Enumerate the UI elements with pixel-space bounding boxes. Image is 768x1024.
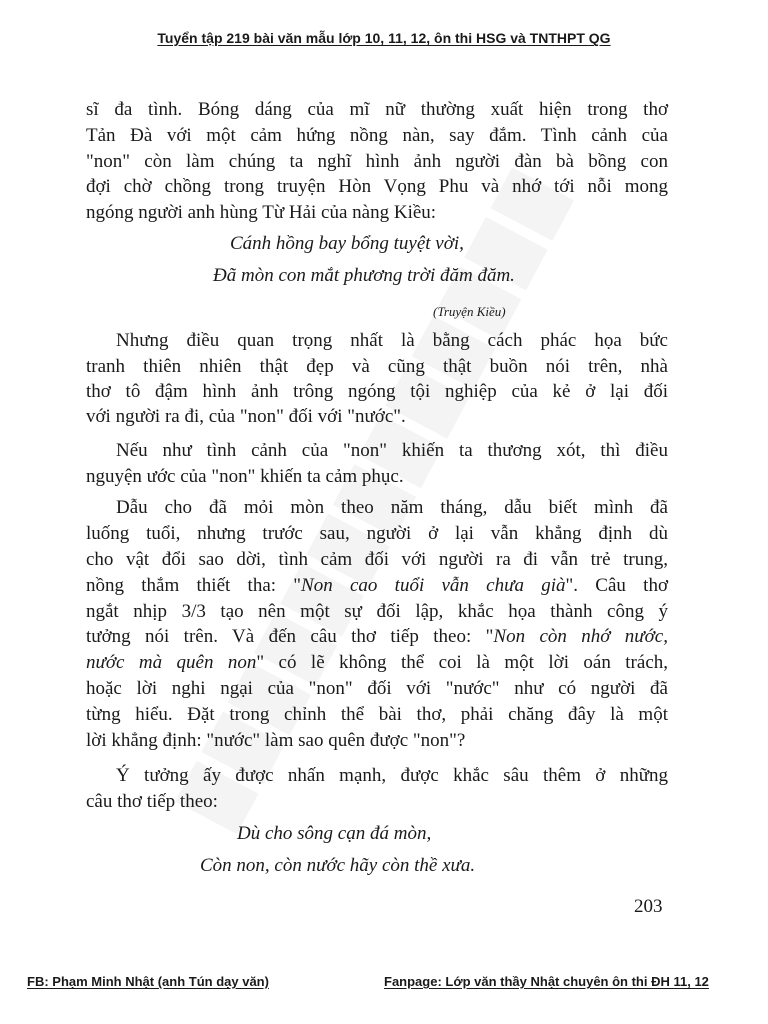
text-segment: ngắt nhịp 3/3 tạo nên một sự đối lập, khắc họa thành công ý — [86, 601, 668, 622]
text-line — [116, 329, 668, 353]
footer-left — [27, 974, 269, 989]
text-segment: ngóng người anh hùng Từ Hải của nàng Kiều: — [86, 202, 437, 223]
page-number: 203 — [634, 896, 663, 917]
text-line — [86, 175, 668, 199]
text-segment: luống tuổi, nhưng trước sau, người ở lại vẫn khẳng định dù — [86, 523, 668, 544]
footer-right — [384, 974, 709, 989]
text-segment: " có lẽ không thể coi là một lời oán trách, — [256, 652, 668, 673]
text-line — [116, 496, 668, 520]
text-segment: với người ra đi, của "non" đối với "nước". — [86, 406, 406, 427]
text-segment: sĩ đa tình. Bóng dáng của mĩ nữ thường xuất hiện trong thơ — [86, 99, 668, 120]
text-line — [86, 790, 218, 814]
citation — [433, 300, 506, 324]
text-segment: cho vật đổi sao dời, tình cảm đối với người ra đi vẫn trẻ trung, — [86, 549, 668, 570]
text-segment: Tản Đà với một cảm hứng nồng nàn, say đắm. Tình cảnh của — [86, 125, 668, 146]
text-line — [86, 98, 668, 122]
text-line — [86, 651, 668, 675]
header-title: Tuyển tập 219 bài văn mẫu lớp 10, 11, 12, ôn thi HSG và TNTHPT QG — [157, 30, 611, 46]
text-segment: "non" còn làm chúng ta nghĩ hình ảnh người đàn bà bồng con — [86, 151, 668, 172]
text-line — [86, 150, 668, 174]
text-segment: Nhưng điều quan trọng nhất là bằng cách phác họa bức — [116, 330, 668, 351]
italic-quote: Non còn nhớ nước, — [493, 626, 668, 647]
verse-line — [237, 822, 431, 846]
text-segment: Dù cho sông cạn đá mòn, — [237, 823, 432, 844]
text-line — [86, 124, 668, 148]
text-line — [86, 729, 465, 753]
text-segment: tưởng nói trên. Và đến câu thơ tiếp theo: " — [86, 626, 494, 647]
text-line — [86, 548, 668, 572]
footer-facebook: FB: Phạm Minh Nhật (anh Tún dạy văn) — [27, 974, 269, 989]
text-line — [86, 201, 436, 225]
text-segment: hoặc lời nghi ngại của "non" đối với "nước" như có người đã — [86, 678, 668, 699]
text-line — [116, 764, 668, 788]
text-segment: ". Câu thơ — [565, 575, 668, 596]
text-segment: thơ tô đậm hình ảnh trông ngóng tội nghiệp của kẻ ở lại đối — [86, 381, 668, 402]
verse-line — [200, 854, 475, 878]
text-line — [86, 600, 668, 624]
verse-line — [230, 232, 464, 256]
text-line — [86, 703, 668, 727]
text-line — [86, 380, 668, 404]
text-segment: từng hiểu. Đặt trong chỉnh thể bài thơ, phải chăng đây là một — [86, 704, 668, 725]
text-segment: lời khẳng định: "nước" làm sao quên được "non"? — [86, 730, 466, 751]
text-segment: Ý tưởng ấy được nhấn mạnh, được khắc sâu thêm ở những — [116, 765, 668, 786]
text-segment: Dẫu cho đã mỏi mòn theo năm tháng, dẫu biết mình đã — [116, 497, 668, 518]
text-line — [116, 439, 668, 463]
text-segment: nguyện ước của "non" khiến ta cảm phục. — [86, 466, 404, 487]
text-line — [86, 522, 668, 546]
text-segment: đợi chờ chồng trong truyện Hòn Vọng Phu và nhớ tới nỗi mong — [86, 176, 668, 197]
text-segment: nồng thắm thiết tha: " — [86, 575, 302, 596]
text-segment: (Truyện Kiều) — [433, 304, 506, 319]
text-segment: Nếu như tình cảnh của "non" khiến ta thương xót, thì điều — [116, 440, 668, 461]
text-line — [86, 405, 406, 429]
text-segment: Đã mòn con mắt phương trời đăm đăm. — [213, 265, 515, 286]
text-line — [86, 677, 668, 701]
text-segment: tranh thiên nhiên thật đẹp và cũng thật buồn nói trên, nhà — [86, 356, 668, 377]
text-line — [86, 465, 404, 489]
text-segment: Còn non, còn nước hãy còn thề xưa. — [200, 855, 476, 876]
text-segment: Cánh hồng bay bổng tuyệt vời, — [230, 233, 464, 254]
text-line — [86, 355, 668, 379]
text-line — [86, 625, 668, 649]
italic-quote: Non cao tuổi vẫn chưa già — [301, 575, 566, 596]
italic-quote: nước mà quên non — [86, 652, 257, 673]
verse-line — [213, 264, 515, 288]
footer-fanpage: Fanpage: Lớp văn thầy Nhật chuyên ôn thi ĐH 11, 12 — [384, 974, 709, 989]
page-header — [0, 30, 768, 46]
text-segment: câu thơ tiếp theo: — [86, 791, 218, 812]
text-line — [86, 574, 668, 598]
